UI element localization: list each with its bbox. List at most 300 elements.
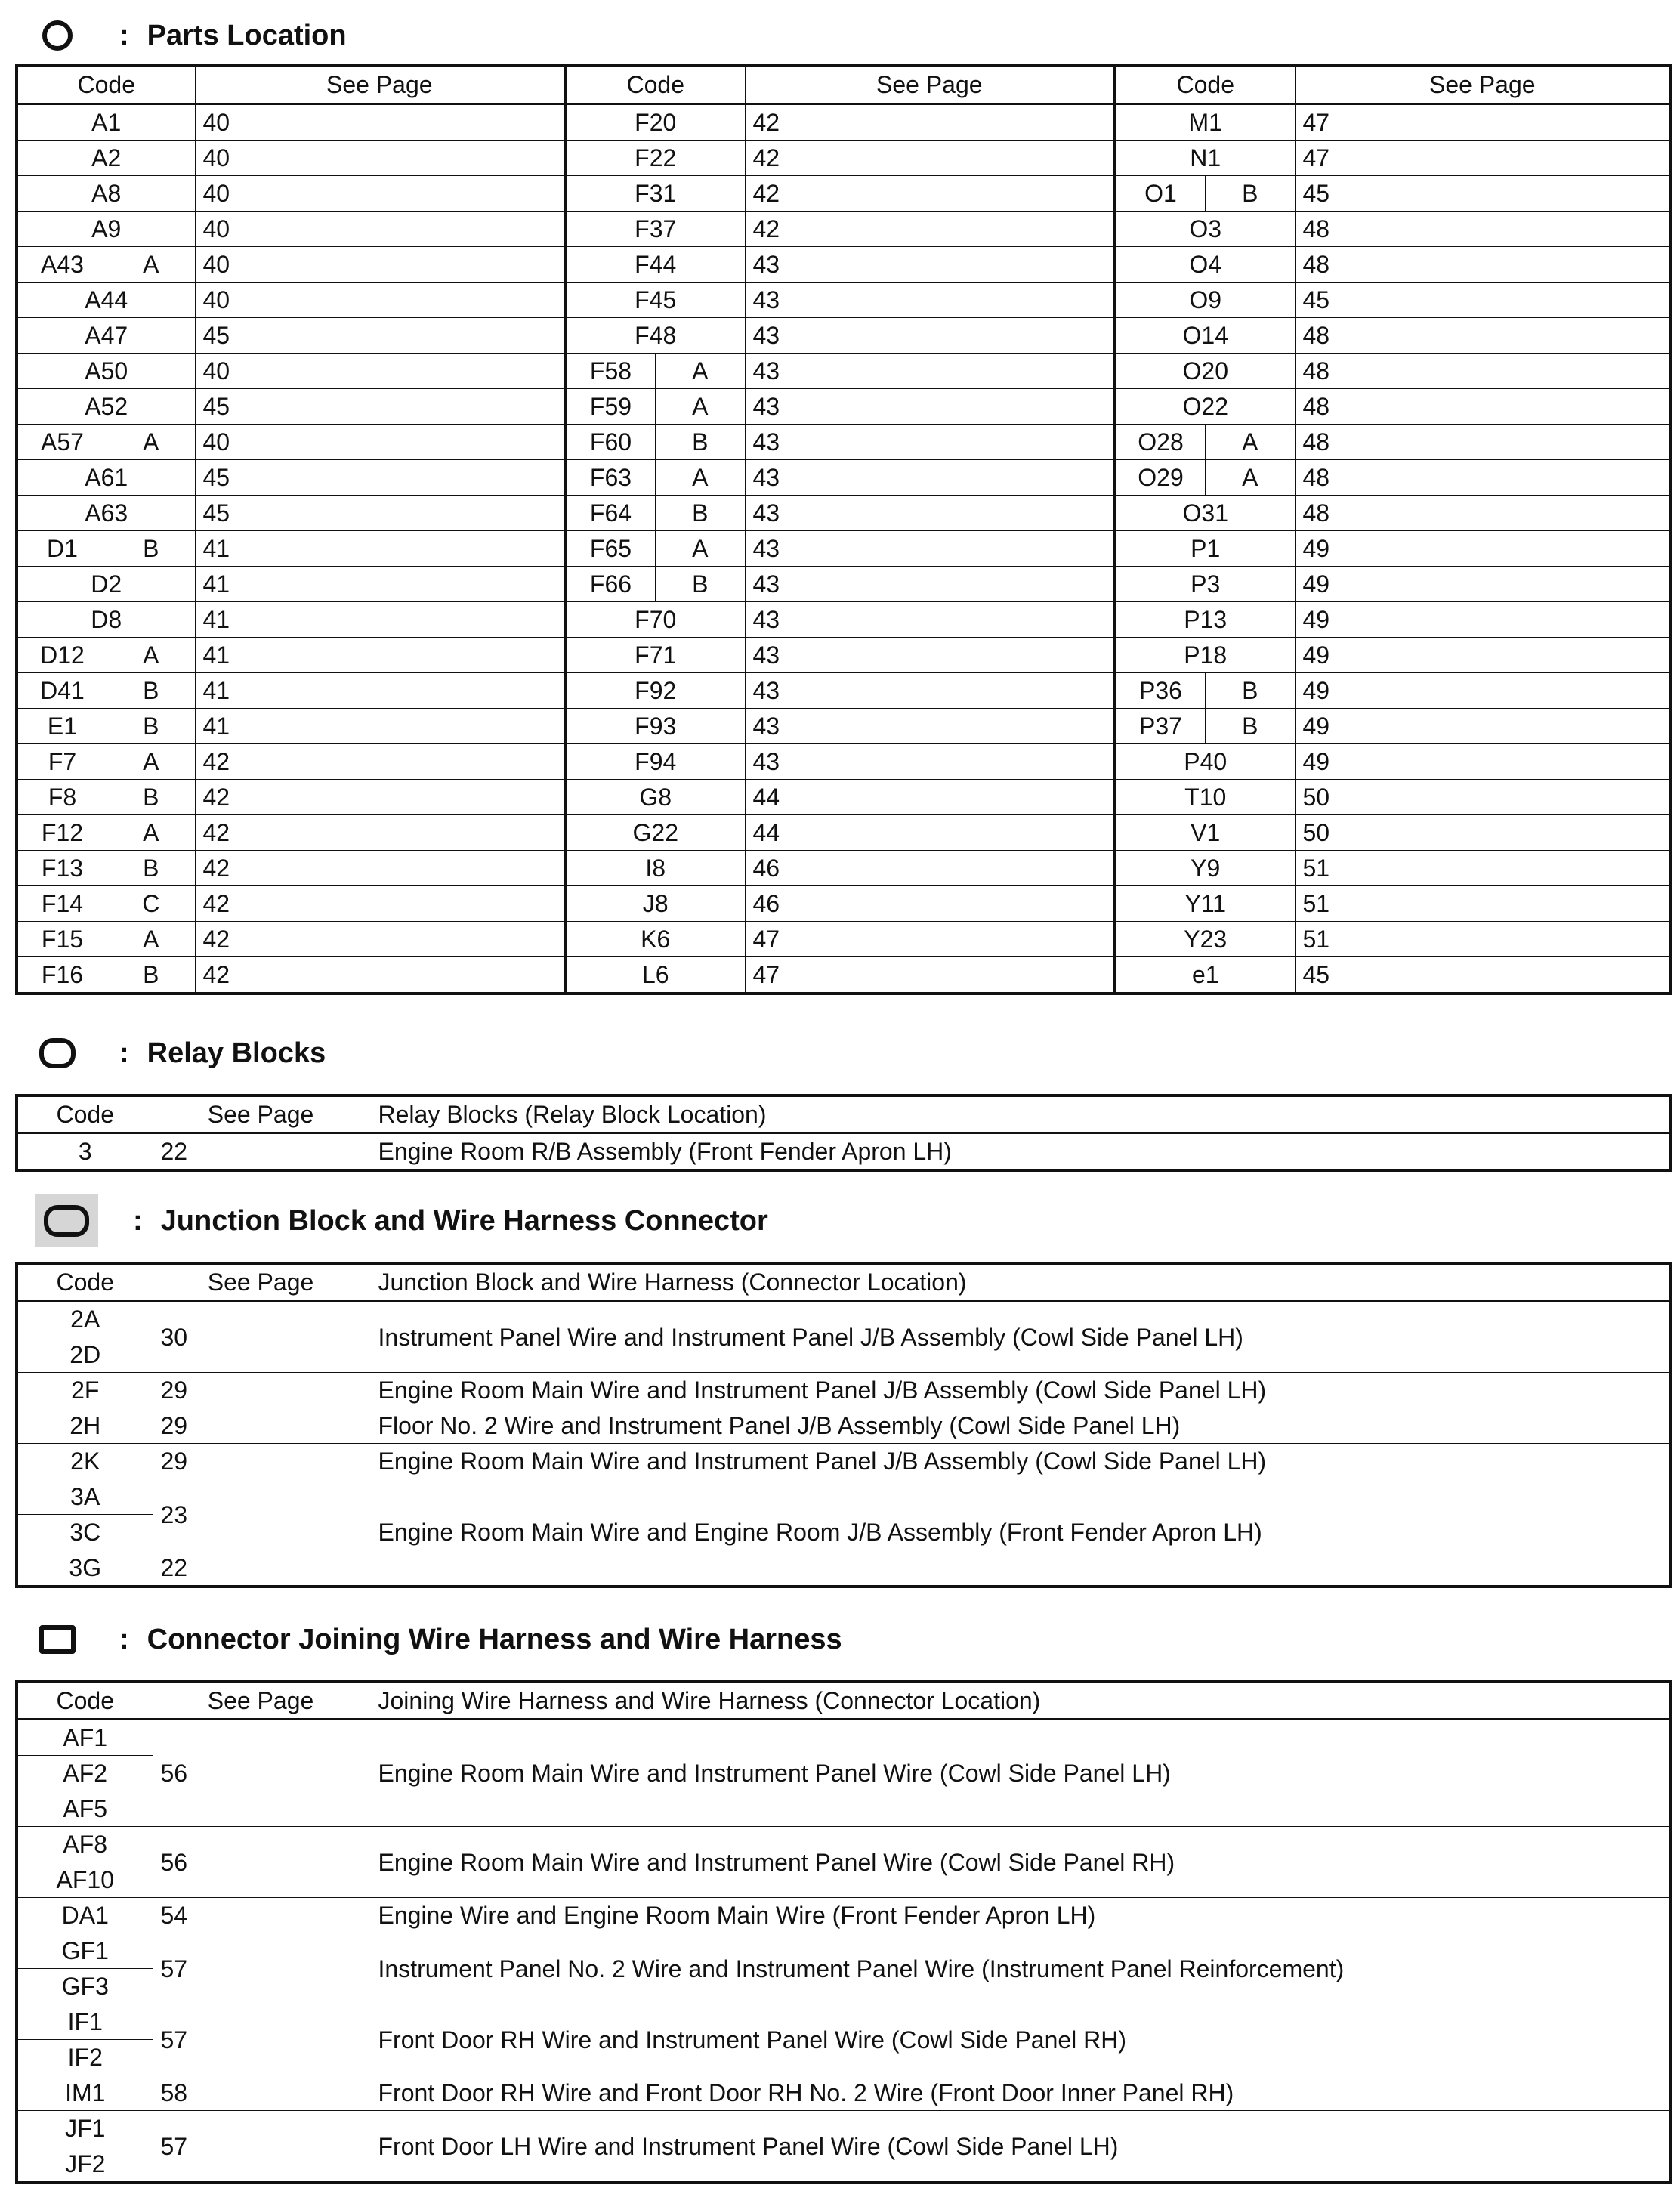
- table-row: [17, 850, 1671, 885]
- heading-colon: :: [133, 1204, 143, 1237]
- page-cell: 54: [153, 1898, 369, 1933]
- connector-letter: A: [143, 818, 159, 846]
- page-cell: 47: [1295, 104, 1671, 140]
- location-cell: Engine Room Main Wire and Instrument Panel Wire (Cowl Side Panel RH): [369, 1827, 1671, 1898]
- code-cell: F94: [565, 743, 745, 779]
- part-code: F15: [18, 922, 107, 956]
- table-row: [17, 175, 1671, 211]
- part-code: E1: [18, 709, 107, 743]
- page-cell: 48: [1295, 211, 1671, 246]
- code-cell: F93: [565, 708, 745, 743]
- page-cell: 46: [745, 885, 1115, 921]
- code-cell: [565, 566, 745, 601]
- part-code: O28: [1116, 425, 1206, 459]
- code-cell: O9: [1115, 282, 1295, 317]
- code-with-connector: [567, 496, 745, 530]
- table-row: [17, 1408, 1671, 1444]
- code-with-connector: [18, 709, 195, 743]
- page-cell: 29: [153, 1373, 369, 1408]
- code-cell: [1115, 672, 1295, 708]
- connector-letter: A: [1242, 428, 1258, 456]
- part-code: F65: [567, 531, 656, 566]
- code-cell: [17, 779, 195, 814]
- page-cell: 48: [1295, 388, 1671, 424]
- col-header-location: Relay Blocks (Relay Block Location): [369, 1096, 1671, 1133]
- code-cell: A44: [17, 282, 195, 317]
- connector-letter: A: [143, 641, 159, 669]
- code-with-connector: [1116, 673, 1295, 708]
- code-cell: [1115, 708, 1295, 743]
- location-cell: Engine Room Main Wire and Engine Room J/B Assembly (Front Fender Apron LH): [369, 1479, 1671, 1587]
- page-cell: 49: [1295, 637, 1671, 672]
- table-row: [17, 353, 1671, 388]
- page-cell: 43: [745, 566, 1115, 601]
- connector-joining-heading: [39, 1615, 842, 1664]
- part-code: F13: [18, 851, 107, 885]
- code-cell: AF2: [17, 1756, 153, 1791]
- table-row: [17, 1720, 1671, 1756]
- heading-colon: :: [119, 1037, 129, 1069]
- code-cell: 2D: [17, 1337, 153, 1373]
- page-cell: 40: [195, 175, 565, 211]
- page-cell: 48: [1295, 246, 1671, 282]
- page-cell: 22: [153, 1133, 369, 1171]
- col-header-location: Joining Wire Harness and Wire Harness (Connector Location): [369, 1682, 1671, 1720]
- code-cell: [565, 459, 745, 495]
- code-cell: O14: [1115, 317, 1295, 353]
- code-cell: L6: [565, 956, 745, 994]
- page-cell: 43: [745, 246, 1115, 282]
- code-cell: A1: [17, 104, 195, 140]
- code-cell: D2: [17, 566, 195, 601]
- code-cell: 3: [17, 1133, 153, 1171]
- table-row: [17, 495, 1671, 530]
- col-header-see-page: See Page: [745, 66, 1115, 104]
- code-cell: [17, 424, 195, 459]
- part-code: F59: [567, 389, 656, 424]
- page-cell: 30: [153, 1301, 369, 1373]
- table-row: [17, 1373, 1671, 1408]
- code-cell: AF1: [17, 1720, 153, 1756]
- code-with-connector: [567, 354, 745, 388]
- code-cell: AF10: [17, 1862, 153, 1898]
- code-cell: M1: [1115, 104, 1295, 140]
- code-with-connector: [1116, 709, 1295, 743]
- code-cell: [17, 637, 195, 672]
- code-with-connector: [18, 673, 195, 708]
- code-cell: A63: [17, 495, 195, 530]
- part-code: F63: [567, 460, 656, 495]
- page-cell: 43: [745, 353, 1115, 388]
- code-cell: 2H: [17, 1408, 153, 1444]
- page-cell: 46: [745, 850, 1115, 885]
- code-cell: T10: [1115, 779, 1295, 814]
- page-cell: 42: [195, 956, 565, 994]
- code-cell: 2F: [17, 1373, 153, 1408]
- location-cell: Floor No. 2 Wire and Instrument Panel J/B Assembly (Cowl Side Panel LH): [369, 1408, 1671, 1444]
- table-row: [17, 956, 1671, 994]
- connector-letter: B: [143, 712, 159, 740]
- table-row: [17, 1479, 1671, 1515]
- part-code: D1: [18, 531, 107, 566]
- relay-blocks-table: [15, 1094, 1672, 1172]
- connector-letter: A: [1242, 463, 1258, 491]
- code-cell: F45: [565, 282, 745, 317]
- table-row: [17, 743, 1671, 779]
- code-cell: [1115, 459, 1295, 495]
- code-cell: JF2: [17, 2146, 153, 2183]
- location-cell: Engine Room Main Wire and Instrument Panel Wire (Cowl Side Panel LH): [369, 1720, 1671, 1827]
- page-cell: 50: [1295, 779, 1671, 814]
- rounded-rect-icon: [39, 1035, 76, 1071]
- code-with-connector: [1116, 460, 1295, 495]
- page-cell: 48: [1295, 459, 1671, 495]
- code-cell: I8: [565, 850, 745, 885]
- table-row: [17, 459, 1671, 495]
- code-cell: [17, 708, 195, 743]
- connector-letter: B: [1242, 676, 1258, 704]
- code-cell: K6: [565, 921, 745, 956]
- table-row: [17, 424, 1671, 459]
- page-cell: 47: [1295, 140, 1671, 175]
- page-cell: 22: [153, 1550, 369, 1587]
- code-with-connector: [18, 247, 195, 282]
- connector-letter: A: [692, 463, 709, 491]
- page-cell: 43: [745, 637, 1115, 672]
- page-cell: 42: [195, 850, 565, 885]
- page-cell: 43: [745, 530, 1115, 566]
- code-cell: [17, 956, 195, 994]
- table-row: [17, 637, 1671, 672]
- parts-location-heading: [39, 11, 347, 60]
- relay-header-row: [17, 1096, 1671, 1133]
- code-cell: Y9: [1115, 850, 1295, 885]
- code-cell: [17, 246, 195, 282]
- page-cell: 43: [745, 708, 1115, 743]
- code-cell: AF5: [17, 1791, 153, 1827]
- connector-letter: B: [1242, 712, 1258, 740]
- page-cell: 45: [195, 388, 565, 424]
- connector-letter: B: [143, 676, 159, 704]
- location-cell: Engine Room Main Wire and Instrument Panel J/B Assembly (Cowl Side Panel LH): [369, 1373, 1671, 1408]
- page-cell: 47: [745, 921, 1115, 956]
- code-cell: [565, 495, 745, 530]
- code-cell: A2: [17, 140, 195, 175]
- part-code: O1: [1116, 176, 1206, 211]
- code-with-connector: [18, 922, 195, 956]
- page-cell: 45: [1295, 282, 1671, 317]
- page-cell: 49: [1295, 708, 1671, 743]
- code-cell: G22: [565, 814, 745, 850]
- part-code: F60: [567, 425, 656, 459]
- page-cell: 43: [745, 317, 1115, 353]
- page-cell: 41: [195, 566, 565, 601]
- page-cell: 42: [195, 921, 565, 956]
- page-cell: 49: [1295, 566, 1671, 601]
- page-cell: 42: [745, 175, 1115, 211]
- code-cell: O31: [1115, 495, 1295, 530]
- page-cell: 47: [745, 956, 1115, 994]
- connector-header-row: [17, 1682, 1671, 1720]
- code-cell: GF1: [17, 1933, 153, 1969]
- page-cell: 29: [153, 1408, 369, 1444]
- page-cell: 43: [745, 743, 1115, 779]
- part-code: F7: [18, 744, 107, 779]
- parts-header-row: [17, 66, 1671, 104]
- col-header-code: Code: [17, 1263, 153, 1301]
- code-cell: O4: [1115, 246, 1295, 282]
- page-cell: 56: [153, 1720, 369, 1827]
- connector-letter: A: [143, 747, 159, 775]
- table-row: [17, 672, 1671, 708]
- code-with-connector: [18, 851, 195, 885]
- table-row: [17, 1933, 1671, 1969]
- code-cell: [565, 388, 745, 424]
- code-cell: P18: [1115, 637, 1295, 672]
- code-cell: P3: [1115, 566, 1295, 601]
- page-cell: 23: [153, 1479, 369, 1550]
- page-cell: 42: [745, 211, 1115, 246]
- square-icon: [39, 1621, 76, 1658]
- code-cell: DA1: [17, 1898, 153, 1933]
- table-row: [17, 708, 1671, 743]
- page-cell: 42: [195, 885, 565, 921]
- location-cell: Front Door LH Wire and Instrument Panel Wire (Cowl Side Panel LH): [369, 2111, 1671, 2183]
- table-row: [17, 1827, 1671, 1862]
- page-cell: 45: [1295, 956, 1671, 994]
- page-cell: 42: [195, 779, 565, 814]
- page-cell: 58: [153, 2075, 369, 2111]
- part-code: A43: [18, 247, 107, 282]
- part-code: F58: [567, 354, 656, 388]
- part-code: F12: [18, 815, 107, 850]
- table-row: [17, 530, 1671, 566]
- page-cell: 51: [1295, 850, 1671, 885]
- table-row: [17, 388, 1671, 424]
- page-cell: 29: [153, 1444, 369, 1479]
- connector-letter: A: [692, 357, 709, 385]
- part-code: F64: [567, 496, 656, 530]
- shaded-rounded-rect-icon: [35, 1194, 98, 1247]
- page-cell: 43: [745, 282, 1115, 317]
- code-with-connector: [567, 567, 745, 601]
- part-code: A57: [18, 425, 107, 459]
- page-cell: 45: [195, 495, 565, 530]
- connector-letter: A: [143, 428, 159, 456]
- code-cell: [17, 921, 195, 956]
- code-cell: [17, 672, 195, 708]
- code-with-connector: [1116, 425, 1295, 459]
- col-header-code: Code: [17, 66, 195, 104]
- connector-joining-title: Connector Joining Wire Harness and Wire Harness: [147, 1623, 842, 1655]
- code-with-connector: [18, 780, 195, 814]
- table-row: [17, 1444, 1671, 1479]
- code-with-connector: [18, 886, 195, 921]
- code-cell: [17, 850, 195, 885]
- code-cell: [1115, 424, 1295, 459]
- page-cell: 42: [745, 140, 1115, 175]
- col-header-code: Code: [1115, 66, 1295, 104]
- page-cell: 41: [195, 530, 565, 566]
- page-cell: 48: [1295, 353, 1671, 388]
- page-cell: 48: [1295, 495, 1671, 530]
- code-cell: GF3: [17, 1969, 153, 2004]
- page-cell: 57: [153, 2004, 369, 2075]
- connector-letter: B: [143, 854, 159, 882]
- page-cell: 40: [195, 140, 565, 175]
- page-cell: 56: [153, 1827, 369, 1898]
- col-header-code: Code: [565, 66, 745, 104]
- table-row: [17, 2004, 1671, 2040]
- part-code: D41: [18, 673, 107, 708]
- junction-block-table: [15, 1262, 1672, 1588]
- page-cell: 40: [195, 246, 565, 282]
- code-cell: [565, 424, 745, 459]
- code-cell: O22: [1115, 388, 1295, 424]
- code-cell: O3: [1115, 211, 1295, 246]
- part-code: F14: [18, 886, 107, 921]
- code-cell: N1: [1115, 140, 1295, 175]
- code-cell: F70: [565, 601, 745, 637]
- code-cell: F44: [565, 246, 745, 282]
- code-cell: P1: [1115, 530, 1295, 566]
- table-row: [17, 885, 1671, 921]
- heading-colon: :: [119, 19, 129, 51]
- table-row: [17, 2075, 1671, 2111]
- page-cell: 51: [1295, 921, 1671, 956]
- code-with-connector: [18, 638, 195, 672]
- code-with-connector: [567, 425, 745, 459]
- page-cell: 41: [195, 708, 565, 743]
- code-with-connector: [18, 744, 195, 779]
- table-row: [17, 140, 1671, 175]
- col-header-see-page: See Page: [195, 66, 565, 104]
- page-cell: 40: [195, 424, 565, 459]
- code-cell: J8: [565, 885, 745, 921]
- code-cell: G8: [565, 779, 745, 814]
- page-cell: 43: [745, 388, 1115, 424]
- code-cell: 3G: [17, 1550, 153, 1587]
- code-cell: [17, 743, 195, 779]
- code-cell: 3C: [17, 1515, 153, 1550]
- connector-letter: B: [143, 960, 159, 988]
- page-cell: 41: [195, 672, 565, 708]
- connector-letter: B: [692, 499, 709, 527]
- table-row: [17, 1301, 1671, 1337]
- col-header-see-page: See Page: [153, 1263, 369, 1301]
- connector-letter: B: [143, 783, 159, 811]
- connector-letter: A: [143, 925, 159, 953]
- part-code: F8: [18, 780, 107, 814]
- page-cell: 41: [195, 637, 565, 672]
- table-row: [17, 317, 1671, 353]
- code-cell: Y11: [1115, 885, 1295, 921]
- code-cell: P40: [1115, 743, 1295, 779]
- page-cell: 49: [1295, 601, 1671, 637]
- page-cell: 51: [1295, 885, 1671, 921]
- col-header-code: Code: [17, 1096, 153, 1133]
- connector-letter: B: [143, 534, 159, 562]
- code-cell: IF1: [17, 2004, 153, 2040]
- code-cell: 2A: [17, 1301, 153, 1337]
- connector-letter: B: [1242, 179, 1258, 207]
- code-cell: F37: [565, 211, 745, 246]
- table-row: [17, 282, 1671, 317]
- page-cell: 40: [195, 211, 565, 246]
- code-cell: IF2: [17, 2040, 153, 2075]
- page-cell: 40: [195, 104, 565, 140]
- location-cell: Engine Wire and Engine Room Main Wire (Front Fender Apron LH): [369, 1898, 1671, 1933]
- page-cell: 43: [745, 495, 1115, 530]
- page-cell: 48: [1295, 317, 1671, 353]
- code-cell: A61: [17, 459, 195, 495]
- connector-letter: A: [143, 250, 159, 278]
- page-cell: 49: [1295, 672, 1671, 708]
- page-cell: 43: [745, 424, 1115, 459]
- table-row: [17, 601, 1671, 637]
- code-cell: 3A: [17, 1479, 153, 1515]
- part-code: P37: [1116, 709, 1206, 743]
- code-cell: A8: [17, 175, 195, 211]
- location-cell: Instrument Panel Wire and Instrument Panel J/B Assembly (Cowl Side Panel LH): [369, 1301, 1671, 1373]
- code-cell: Y23: [1115, 921, 1295, 956]
- table-row: [17, 921, 1671, 956]
- code-cell: F92: [565, 672, 745, 708]
- code-with-connector: [18, 815, 195, 850]
- page-cell: 50: [1295, 814, 1671, 850]
- part-code: F16: [18, 957, 107, 992]
- parts-location-title: Parts Location: [147, 19, 347, 51]
- code-cell: V1: [1115, 814, 1295, 850]
- page-cell: 45: [195, 317, 565, 353]
- page-cell: 57: [153, 2111, 369, 2183]
- code-cell: D8: [17, 601, 195, 637]
- page-cell: 43: [745, 601, 1115, 637]
- circle-icon: [39, 17, 76, 54]
- junction-block-title: Junction Block and Wire Harness Connector: [160, 1204, 768, 1237]
- col-header-see-page: See Page: [153, 1096, 369, 1133]
- location-cell: Instrument Panel No. 2 Wire and Instrument Panel Wire (Instrument Panel Reinforcement): [369, 1933, 1671, 2004]
- connector-letter: C: [142, 889, 160, 917]
- code-cell: IM1: [17, 2075, 153, 2111]
- code-cell: A9: [17, 211, 195, 246]
- col-header-see-page: See Page: [153, 1682, 369, 1720]
- col-header-see-page: See Page: [1295, 66, 1671, 104]
- page-cell: 40: [195, 353, 565, 388]
- connector-letter: A: [692, 392, 709, 420]
- connector-letter: A: [692, 534, 709, 562]
- table-row: [17, 814, 1671, 850]
- part-code: D12: [18, 638, 107, 672]
- location-cell: Engine Room Main Wire and Instrument Panel J/B Assembly (Cowl Side Panel LH): [369, 1444, 1671, 1479]
- code-cell: A50: [17, 353, 195, 388]
- relay-blocks-title: Relay Blocks: [147, 1037, 326, 1069]
- page-cell: 42: [195, 743, 565, 779]
- table-row: [17, 1133, 1671, 1171]
- page-cell: 48: [1295, 424, 1671, 459]
- code-cell: AF8: [17, 1827, 153, 1862]
- page-cell: 40: [195, 282, 565, 317]
- code-cell: [565, 530, 745, 566]
- col-header-code: Code: [17, 1682, 153, 1720]
- code-cell: [17, 885, 195, 921]
- page-cell: 41: [195, 601, 565, 637]
- connector-joining-table: [15, 1680, 1672, 2184]
- col-header-location: Junction Block and Wire Harness (Connector Location): [369, 1263, 1671, 1301]
- code-cell: [17, 814, 195, 850]
- code-cell: P13: [1115, 601, 1295, 637]
- code-cell: F48: [565, 317, 745, 353]
